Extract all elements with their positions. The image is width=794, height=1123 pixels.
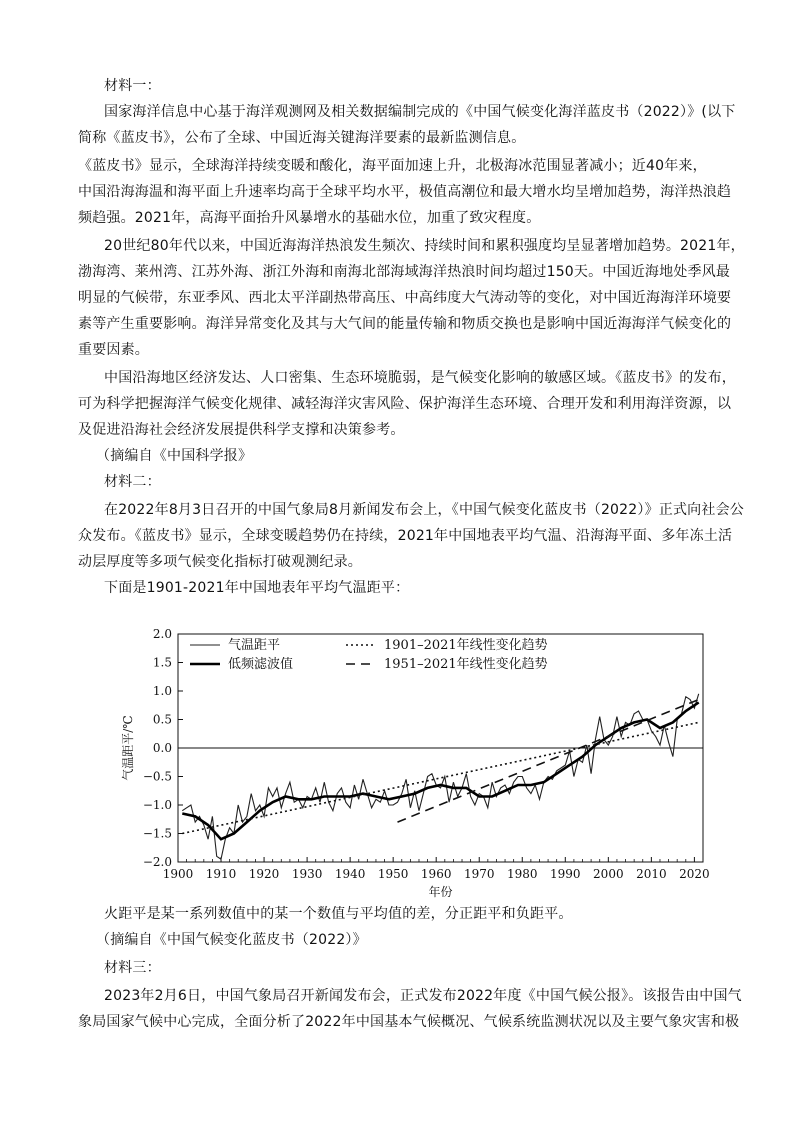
paragraph-line: 在2022年8月3日召开的中国气象局8月新闻发布会上，《中国气候变化蓝皮书（2022）》正式向社会公 <box>104 502 744 518</box>
paragraph-line: 素等产生重要影响。海洋异常变化及其与大气间的能量传输和物质交换也是影响中国近海海洋气候变化的 <box>78 316 732 332</box>
paragraph-line: 20世纪80年代以来，中国近海海洋热浪发生频次、持续时间和累积强度均呈显著增加趋势。2021年， <box>104 238 745 254</box>
paragraph-line: 象局国家气候中心完成，全面分析了2022年中国基本气候概况、气候系统监测状况以及主要气象灾害和极 <box>78 1014 740 1030</box>
paragraph-line: 简称《蓝皮书》，公布了全球、中国近海关键海洋要素的最新监测信息。 <box>78 130 526 146</box>
paragraph-line: 中国沿海地区经济发达、人口密集、生态环境脆弱，是气候变化影响的敏感区域。《蓝皮书》的发布， <box>104 370 736 386</box>
x-tick-label: 2010 <box>636 867 667 881</box>
x-tick-label: 1910 <box>205 867 237 881</box>
legend-label: 气温距平 <box>228 638 281 653</box>
y-axis-label: 气温距平/℃ <box>121 715 135 781</box>
series-line-dotted <box>182 722 698 833</box>
section-heading-2: 材料二： <box>104 474 161 490</box>
x-axis-label: 年份 <box>428 885 453 899</box>
paragraph-line: 频趋强。2021年，高海平面抬升风暴增水的基础水位，加重了致灾程度。 <box>78 210 541 226</box>
legend-label: 1901–2021年线性变化趋势 <box>384 638 548 653</box>
y-tick-label: 2.0 <box>152 627 172 641</box>
paragraph-line: 明显的气候带，东亚季风、西北太平洋副热带高压、中高纬度大气涛动等的变化，对中国近海海洋环境要 <box>78 290 732 306</box>
paragraph-line: 渤海湾、莱州湾、江苏外海、浙江外海和南海北部海域海洋热浪时间均超过150天。中国近海地处季风最 <box>78 264 731 280</box>
x-tick-label: 1950 <box>377 867 409 881</box>
series-line-thick <box>182 702 698 839</box>
paragraph-line: 众发布。《蓝皮书》显示，全球变暖趋势仍在持续，2021年中国地表平均气温、沿海海平面、多年冻土活 <box>78 528 733 544</box>
x-tick-label: 1900 <box>162 867 194 881</box>
paragraph-line: 可为科学把握海洋气候变化规律、减轻海洋灾害风险、保护海洋生态环境、合理开发和利用海洋资源，以 <box>78 396 732 412</box>
y-tick-label: 0.5 <box>152 712 172 727</box>
section-heading-3: 材料三： <box>104 960 161 976</box>
series-line-thin <box>182 694 698 859</box>
paragraph-line: 重要因素。 <box>78 342 149 358</box>
y-tick-label: 1.5 <box>152 655 172 670</box>
legend-label: 低频滤波值 <box>228 657 294 672</box>
paragraph-line: 《蓝皮书》显示，全球海洋持续变暖和酸化，海平面加速上升，北极海冰范围显著减小；近40年来， <box>78 158 707 174</box>
x-tick-label: 1970 <box>463 867 495 881</box>
y-tick-label: −2.0 <box>142 855 172 869</box>
legend-label: 1951–2021年线性变化趋势 <box>384 657 548 672</box>
chart-caption: 下面是1901-2021年中国地表年平均气温距平： <box>104 580 410 596</box>
paragraph-line: 2023年2月6日，中国气象局召开新闻发布会，正式发布2022年度《中国气候公报》。该报告由中国气 <box>104 988 742 1004</box>
x-tick-label: 2020 <box>679 867 710 881</box>
footnote: 火距平是某一系列数值中的某一个数值与平均值的差，分正距平和负距平。 <box>104 906 573 922</box>
x-tick-label: 2000 <box>593 867 624 881</box>
y-tick-label: 1.0 <box>152 684 172 698</box>
section-heading-1: 材料一： <box>104 78 161 94</box>
x-tick-label: 1960 <box>420 867 452 881</box>
source-citation: （摘编自《中国科学报》 <box>96 448 253 464</box>
chart-svg <box>118 622 718 902</box>
x-tick-label: 1980 <box>506 867 538 881</box>
y-tick-label: −0.5 <box>142 769 172 784</box>
source-citation: （摘编自《中国气候变化蓝皮书（2022）》 <box>96 932 367 948</box>
y-tick-label: −1.5 <box>142 826 172 841</box>
x-tick-label: 1930 <box>291 867 323 881</box>
paragraph-line: 中国沿海海温和海平面上升速率均高于全球平均水平，极值高潮位和最大增水均呈增加趋势，海洋热浪趋 <box>78 184 732 200</box>
paragraph-line: 动层厚度等多项气候变化指标打破观测纪录。 <box>78 554 362 570</box>
y-tick-label: −1.0 <box>142 798 172 812</box>
temperature-anomaly-chart <box>118 622 718 902</box>
y-tick-label: 0.0 <box>152 741 172 755</box>
x-tick-label: 1940 <box>334 867 366 881</box>
x-tick-label: 1920 <box>248 867 280 881</box>
paragraph-line: 国家海洋信息中心基于海洋观测网及相关数据编制完成的《中国气候变化海洋蓝皮书（2022）》(以下 <box>104 104 736 120</box>
paragraph-line: 及促进沿海社会经济发展提供科学支撑和决策参考。 <box>78 422 405 438</box>
x-tick-label: 1990 <box>550 867 581 881</box>
series-line-dashed <box>398 700 699 823</box>
